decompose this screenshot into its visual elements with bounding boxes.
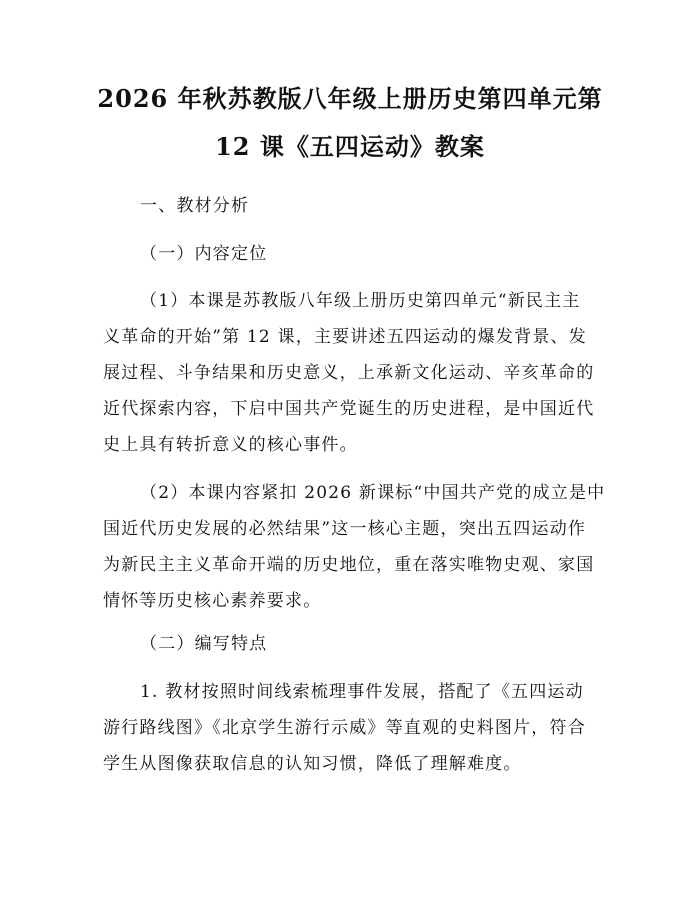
paragraph-2-line: 情怀等历史核心素养要求。 — [103, 591, 322, 611]
paragraph-1-line: （1）本课是苏教版八年级上册历史第四单元“新民主主 — [140, 291, 581, 311]
section-heading-teaching-material-analysis: 一、教材分析 — [140, 196, 250, 216]
paragraph-3-line: 游行路线图》《北京学生游行示威》等直观的史料图片，符合 — [103, 718, 586, 738]
paragraph-3-line: 学生从图像获取信息的认知习惯，降低了理解难度。 — [103, 754, 522, 774]
document-title-line-2: 12 课《五四运动》教案 — [215, 132, 485, 161]
paragraph-1-line: 义革命的开始”第 12 课，主要讲述五四运动的爆发背景、发 — [103, 327, 587, 347]
paragraph-1-line: 近代探索内容，下启中国共产党诞生的历史进程，是中国近代 — [103, 399, 595, 419]
paragraph-2-line: 为新民主主义革命开端的历史地位，重在落实唯物史观、家国 — [103, 555, 595, 575]
paragraph-2-line: （2）本课内容紧扣 2026 新课标“中国共产党的成立是中 — [140, 483, 606, 503]
paragraph-1-line: 史上具有转折意义的核心事件。 — [103, 435, 358, 455]
paragraph-1-line: 展过程、斗争结果和历史意义，上承新文化运动、辛亥革命的 — [103, 363, 595, 383]
paragraph-2-line: 国近代历史发展的必然结果”这一核心主题，突出五四运动作 — [103, 519, 587, 539]
document-title-line-1: 2026 年秋苏教版八年级上册历史第四单元第 — [97, 84, 603, 113]
paragraph-3-line: 1. 教材按照时间线索梳理事件发展，搭配了《五四运动 — [140, 682, 584, 702]
subsection-heading-writing-features: （二）编写特点 — [140, 634, 268, 654]
subsection-heading-content-positioning: （一）内容定位 — [140, 244, 268, 264]
